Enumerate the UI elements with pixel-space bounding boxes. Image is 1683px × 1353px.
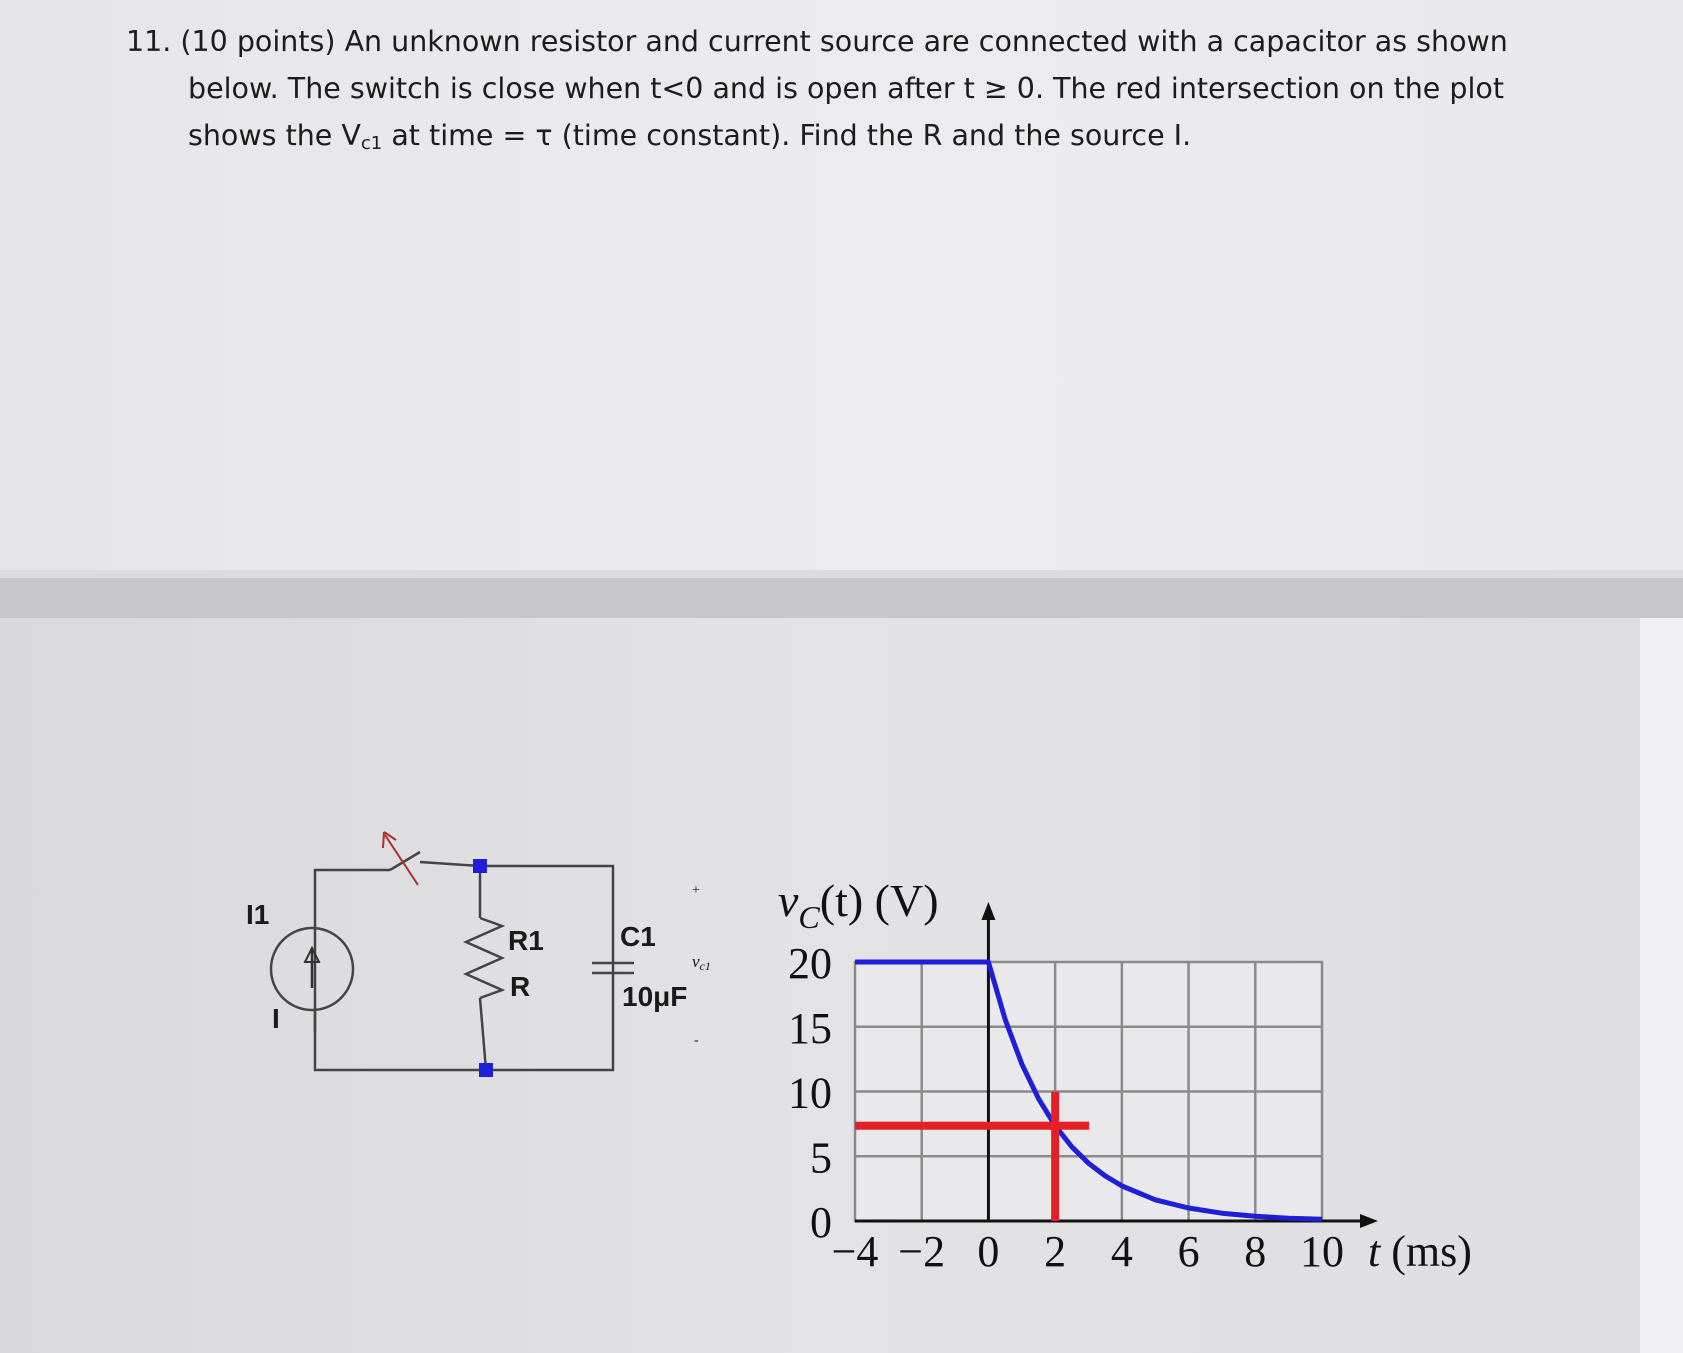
current-source: [271, 928, 353, 1010]
x-tick-label: 10: [1300, 1227, 1344, 1276]
x-tick-label: 0: [977, 1227, 1000, 1276]
x-axis-arrow: [1360, 1214, 1378, 1228]
x-axis-label: t (ms): [1368, 1227, 1472, 1276]
y-tick-label: 0: [810, 1198, 832, 1247]
capacitor-value: 10μF: [622, 981, 688, 1012]
circuit-diagram: [246, 832, 711, 1077]
question-line-3: shows the $V_{c1}$ at time = τ (time constant). Find the R and the source I.: [188, 119, 1192, 154]
chart-grid: [855, 962, 1322, 1221]
voltage-chart: [778, 875, 1472, 1276]
y-tick-labels: [788, 939, 832, 1247]
minus-sign: -: [694, 1033, 699, 1048]
resistor-value: R: [510, 971, 531, 1002]
y-tick-label: 15: [788, 1003, 832, 1053]
source-value: I: [272, 1003, 280, 1034]
x-tick-label: −2: [898, 1227, 946, 1276]
question-line-2: below. The switch is close when t<0 and is open after t ≥ 0. The red intersection on the plot: [188, 72, 1505, 105]
x-tick-label: 8: [1244, 1227, 1267, 1276]
y-tick-label: 5: [810, 1133, 832, 1183]
question-number: 11.: [126, 25, 172, 58]
plus-sign: +: [692, 883, 700, 898]
capacitor-label: C1: [620, 921, 656, 952]
source-label: I1: [246, 899, 270, 930]
y-axis-label: $v_C(t)$ (V): [778, 875, 939, 935]
y-tick-label: 10: [788, 1068, 832, 1118]
resistor: [466, 859, 502, 1077]
x-tick-label: 6: [1177, 1227, 1200, 1276]
x-tick-labels: [832, 1227, 1344, 1276]
wire-top-right: [315, 862, 613, 1070]
x-tick-label: 4: [1110, 1227, 1133, 1276]
resistor-label: R1: [508, 925, 544, 956]
y-tick-label: 20: [788, 939, 832, 988]
x-tick-label: −4: [831, 1227, 879, 1276]
question-points: (10 points): [180, 25, 336, 58]
x-tick-label: 2: [1044, 1227, 1067, 1276]
question-line-1: 11. (10 points) An unknown resistor and current source are connected with a capacitor as shown: [126, 25, 1508, 58]
capacitor-voltage-label: vc1: [692, 952, 711, 973]
y-axis-arrow: [981, 902, 995, 920]
switch: [383, 832, 420, 885]
